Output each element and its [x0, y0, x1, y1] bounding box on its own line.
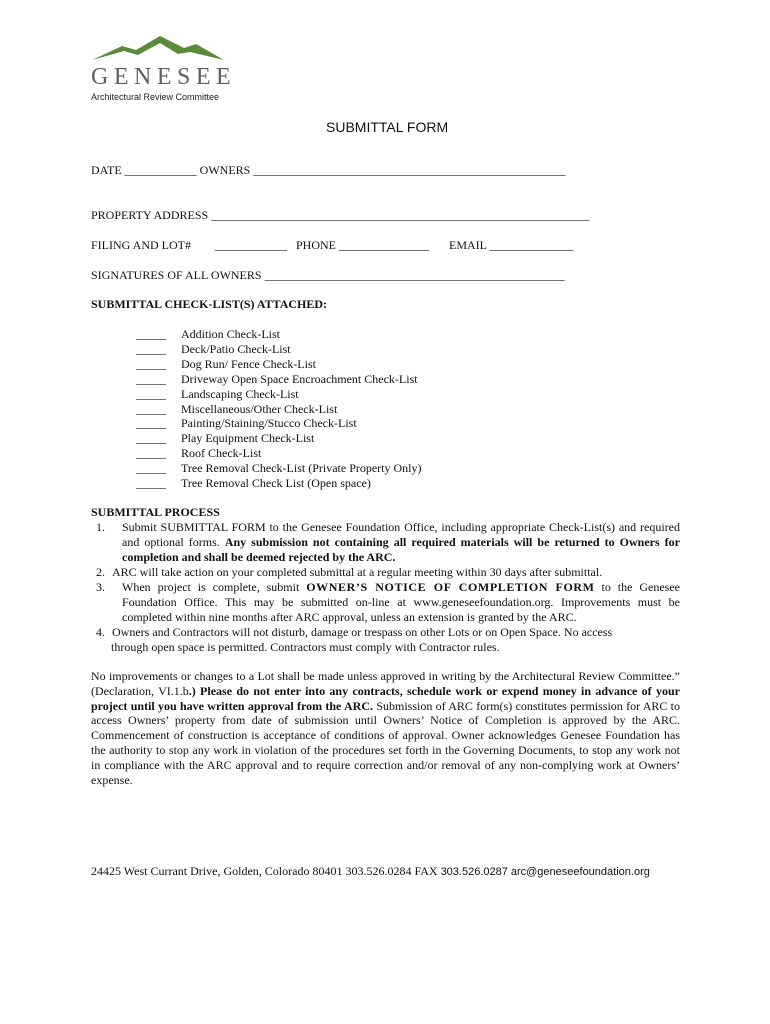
filing-lot-field[interactable]: ____________	[215, 238, 287, 252]
checklist-item	[136, 357, 316, 372]
step-1-text: Submit SUBMITTAL FORM to the Genesee Foundation Office, including appropriate Check-List(s) and required and optional forms.	[122, 520, 680, 549]
checklist-item-label: Dog Run/ Fence Check-List	[181, 356, 316, 371]
checklist-item	[136, 446, 261, 461]
checklist-blank[interactable]: _____	[136, 401, 166, 416]
phone-label: PHONE	[296, 238, 337, 252]
step-number: 4.	[96, 625, 105, 639]
logo-tagline: Architectural Review Committee	[91, 92, 220, 102]
checklist-item	[136, 327, 280, 342]
step-text	[96, 580, 680, 624]
owners-field[interactable]: ____________________________________________________	[253, 163, 566, 177]
checklist-blank[interactable]: _____	[136, 476, 166, 490]
phone-field[interactable]: _______________	[339, 238, 430, 252]
process-step-3	[96, 580, 680, 624]
checklist-blank[interactable]: _____	[136, 386, 166, 401]
checklist-item-label: Tree Removal Check List (Open space)	[181, 476, 371, 490]
checklist-blank[interactable]: _____	[136, 327, 166, 341]
checklist-item	[136, 416, 357, 431]
footer-fax: 303.526.0287	[440, 866, 508, 878]
footer-contact	[91, 864, 650, 879]
date-owners-row	[91, 163, 565, 178]
filing-lot-label: FILING AND LOT#	[91, 238, 191, 252]
date-field[interactable]: ____________	[124, 163, 197, 177]
phone-row	[296, 238, 429, 253]
date-label: DATE	[91, 163, 122, 177]
email-row	[449, 238, 574, 253]
checklist-blank[interactable]: _____	[136, 431, 166, 446]
checklist-item-label: Play Equipment Check-List	[181, 431, 315, 446]
property-address-row	[91, 208, 589, 223]
checklist-blank[interactable]: _____	[136, 461, 166, 476]
checklist-heading: SUBMITTAL CHECK-LIST(S) ATTACHED:	[91, 297, 328, 311]
step-2-text: ARC will take action on your completed submittal at a regular meeting within 30 days after submittal.	[112, 565, 603, 579]
step-number: 3.	[96, 580, 105, 594]
completion-form-name: OWNER’S NOTICE OF COMPLETION FORM	[306, 580, 595, 594]
checklist-item-label: Addition Check-List	[181, 327, 280, 341]
email-label: EMAIL	[449, 238, 487, 252]
process-step-4	[96, 625, 680, 655]
step-4-line1: Owners and Contractors will not disturb, damage or trespass on other Lots or on Open Space. No access	[112, 625, 613, 639]
owners-label: OWNERS	[199, 163, 251, 177]
step-number: 2.	[96, 565, 105, 579]
checklist-blank[interactable]: _____	[136, 341, 166, 356]
step-3-post: to the Genesee Foundation Office. This may be submitted on-line at www.geneseefoundation.org. Improvements must be completed within nine months after ARC approval, unless an extension is granted by the ARC.	[122, 580, 681, 624]
notice-text: No improvements or changes to a Lot shall be made unless approved in writing by the Architectural Review Committee.” (Declaration, VI.1.b	[91, 669, 680, 698]
checklist-item-label: Deck/Patio Check-List	[181, 341, 291, 356]
step-4-line2: through open space is permitted. Contractors must comply with Contractor rules.	[111, 639, 500, 654]
checklist-blank[interactable]: _____	[136, 356, 166, 371]
email-field[interactable]: ______________	[489, 238, 574, 252]
checklist-blank[interactable]: _____	[136, 446, 166, 461]
step-1-warning: Any submission not containing all required materials will be returned to Owners for completion and shall be deemed rejected by the ARC.	[122, 534, 681, 564]
step-text	[96, 520, 680, 564]
mountain-logo-icon	[92, 34, 224, 64]
step-3-pre: When project is complete, submit	[122, 580, 300, 594]
checklist-item	[136, 402, 337, 417]
approval-notice	[91, 669, 680, 787]
checklist-blank[interactable]: _____	[136, 371, 166, 386]
checklist-item-label: Tree Removal Check-List (Private Property Only)	[181, 461, 422, 476]
notice-terms: Submission of ARC form(s) constitutes permission for ARC to access Owners’ property from date of submission until Owners’ Notice of Completion is approved by the ARC. Commencement of construction is acceptance of conditions of approval. Owner acknowledges Genesee Foundation has the authority to stop any work in violation of the procedures set forth in the Governing Documents, to stop any work not in compliance with the ARC approval and to require correction and/or removal of any non-complying work at Owners’ expense.	[91, 698, 681, 787]
footer-address: 24425 West Currant Drive, Golden, Colorado 80401 303.526.0284 FAX	[91, 864, 438, 878]
checklist-item	[136, 372, 418, 387]
signatures-row	[91, 268, 565, 283]
page-title: SUBMITTAL FORM	[326, 119, 449, 135]
checklist-item-label: Driveway Open Space Encroachment Check-List	[181, 371, 418, 386]
footer-email[interactable]: arc@geneseefoundation.org	[510, 866, 650, 878]
checklist-blank[interactable]: _____	[136, 416, 166, 431]
checklist-item	[136, 387, 299, 402]
logo-wordmark: GENESEE	[91, 64, 237, 90]
checklist-item-label: Landscaping Check-List	[181, 386, 299, 401]
checklist-item	[136, 461, 422, 476]
checklist-item	[136, 342, 291, 357]
checklist-item	[136, 476, 371, 491]
process-step-1	[96, 520, 680, 564]
signatures-field[interactable]: __________________________________________________	[264, 268, 565, 282]
step-number: 1.	[96, 520, 105, 534]
checklist-item-label: Painting/Staining/Stucco Check-List	[181, 416, 357, 431]
process-heading: SUBMITTAL PROCESS	[91, 505, 220, 519]
checklist-item	[136, 431, 314, 446]
checklist-item-label: Roof Check-List	[181, 446, 262, 461]
process-step-2	[96, 565, 680, 580]
notice-warning: .) Please do not enter into any contracts, schedule work or expend money in advance of your project until you have written approval from the ARC.	[91, 683, 680, 713]
signatures-label: SIGNATURES OF ALL OWNERS	[91, 268, 262, 282]
property-address-field[interactable]: _______________________________________________________________	[211, 208, 590, 222]
checklist-item-label: Miscellaneous/Other Check-List	[181, 401, 338, 416]
property-address-label: PROPERTY ADDRESS	[91, 208, 209, 222]
